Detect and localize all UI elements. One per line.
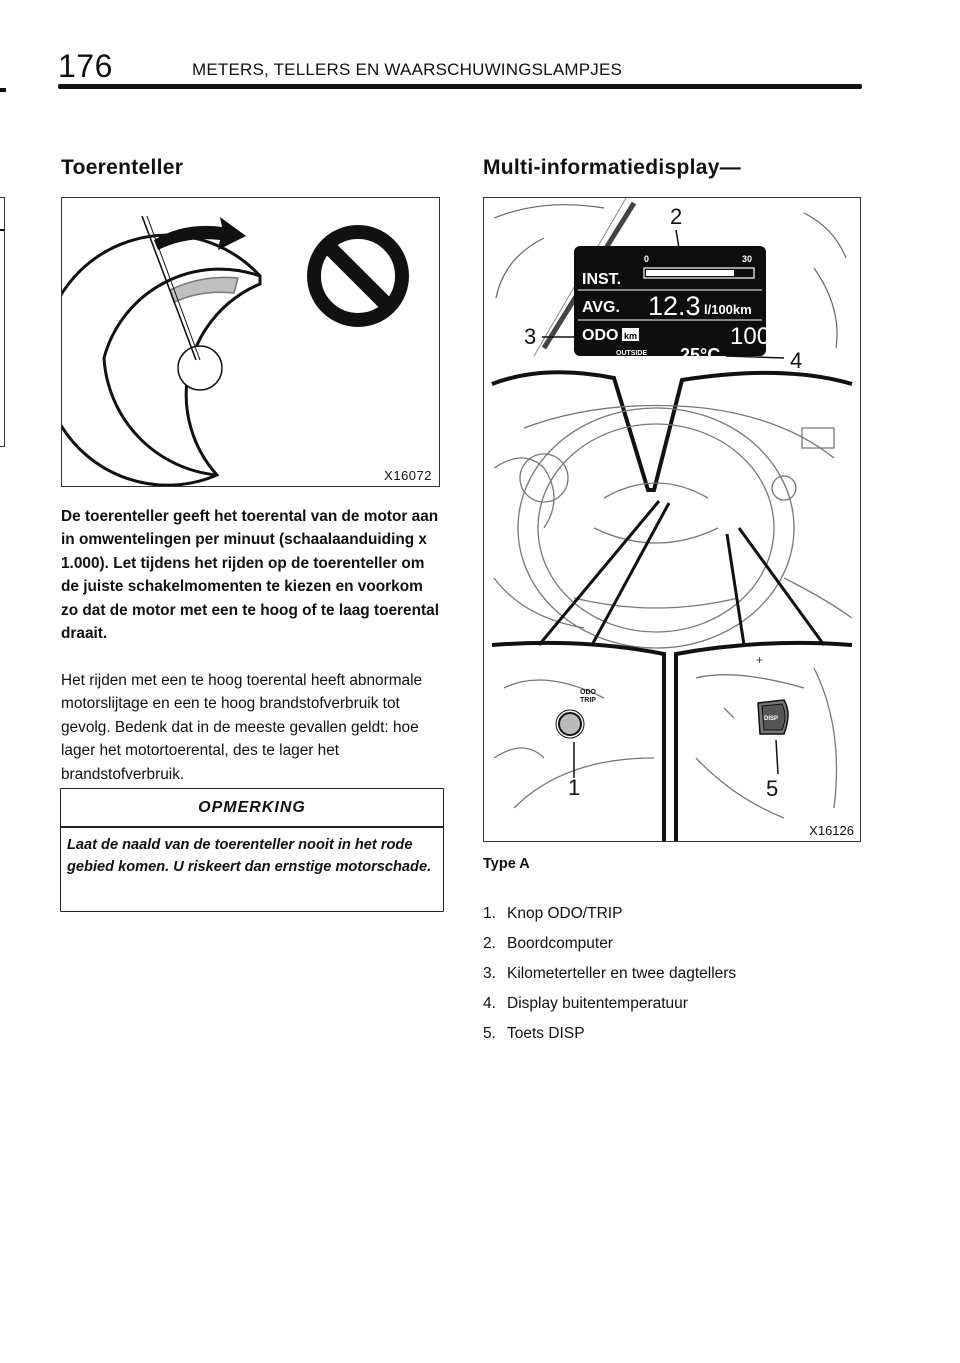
note-divider (61, 826, 443, 828)
lcd-inst-label: INST. (582, 271, 622, 288)
disp-label: DISP (763, 716, 779, 722)
odo-label: ODO (580, 689, 596, 696)
callout-3: 3 (524, 324, 537, 349)
legend-number: 5. (483, 1025, 496, 1042)
intro-bold-paragraph: De toerenteller geeft het toerental van de motor aan in omwentelingen per minuut (schaalaanduiding x 1.000). Let tijdens het rijden op de toerenteller om de juiste schakelmomenten te kiezen en voorkom zo dat de motor met een te hoog of te laag toerental draait. (61, 508, 439, 643)
plus-sign: + (756, 653, 764, 667)
lcd-avg-unit: l/100km (704, 302, 752, 317)
note-text: Laat de naald van de toerenteller nooit in het rode gebied komen. U riskeert dan ernstige motorschade. (67, 837, 432, 875)
callout-5-leader (776, 740, 778, 774)
gauge-face (62, 235, 260, 485)
multi-information-figure (483, 197, 861, 842)
list-item (483, 963, 736, 993)
legend-list (483, 903, 736, 1053)
button-callout-lines (539, 501, 824, 645)
lcd-odo-value: 100 (730, 323, 771, 350)
left-edge-mark (0, 88, 6, 92)
tachometer-illustration (62, 198, 439, 486)
legend-number: 1. (483, 905, 496, 922)
page-number: 176 (58, 48, 113, 84)
list-item (483, 993, 736, 1023)
list-item (483, 903, 736, 933)
left-thumb-divider (0, 229, 5, 231)
body-paragraph: Het rijden met een te hoog toerental heeft abnormale motorslijtage en een te hoog brandstofverbruik tot gevolg. Bedenk dat in de meeste gevallen geldt: hoe lager het motortoerental, des te lager het brandstofverbruik. (61, 672, 423, 783)
callout-1: 1 (568, 775, 581, 800)
note-title: OPMERKING (198, 799, 306, 816)
list-item (483, 933, 736, 963)
callout-5: 5 (766, 776, 779, 801)
chapter-title: METERS, TELLERS EN WAARSCHUWINGSLAMPJES (192, 60, 623, 79)
lcd-temp-value: 25°C (680, 345, 721, 365)
odo-trip-button (559, 713, 581, 735)
legend-number: 4. (483, 995, 496, 1012)
instrument-cluster-illustration (484, 198, 860, 841)
callout-2: 2 (670, 204, 683, 229)
legend-text: Knop ODO/TRIP (507, 905, 623, 922)
type-label: Type A (483, 856, 530, 872)
trip-label: TRIP (580, 697, 596, 704)
section-title-multi-informatiedisplay: Multi-informatiedisplay— (483, 156, 742, 179)
lcd-outside-label: OUTSIDE (616, 350, 648, 357)
lcd-avg-label: AVG. (582, 299, 620, 316)
lcd-scale-max: 30 (741, 254, 752, 264)
legend-number: 2. (483, 935, 496, 952)
legend-text: Kilometerteller en twee dagtellers (507, 965, 737, 982)
note-box (60, 788, 444, 912)
legend-text: Boordcomputer (507, 935, 613, 952)
legend-text: Toets DISP (507, 1025, 585, 1042)
list-item (483, 1023, 736, 1053)
lcd-odo-label: ODO (582, 327, 619, 344)
tachometer-figure (61, 197, 440, 487)
header-rule (58, 84, 862, 89)
lcd-avg-value: 12.3 (648, 291, 701, 321)
legend-text: Display buitentemperatuur (507, 995, 688, 1012)
figure-code: X16072 (384, 468, 432, 483)
figure-code: X16126 (809, 823, 854, 838)
lcd-scale-min: 0 (644, 254, 650, 264)
legend-number: 3. (483, 965, 496, 982)
lcd-display (574, 246, 770, 365)
needle-hub (178, 346, 222, 390)
prohibition-icon (314, 232, 402, 320)
left-thumb-index (0, 197, 5, 447)
callout-4-leader (726, 356, 784, 358)
lcd-odo-unit: km (623, 331, 638, 341)
section-title-toerenteller: Toerenteller (61, 156, 184, 179)
callout-4: 4 (790, 348, 803, 373)
